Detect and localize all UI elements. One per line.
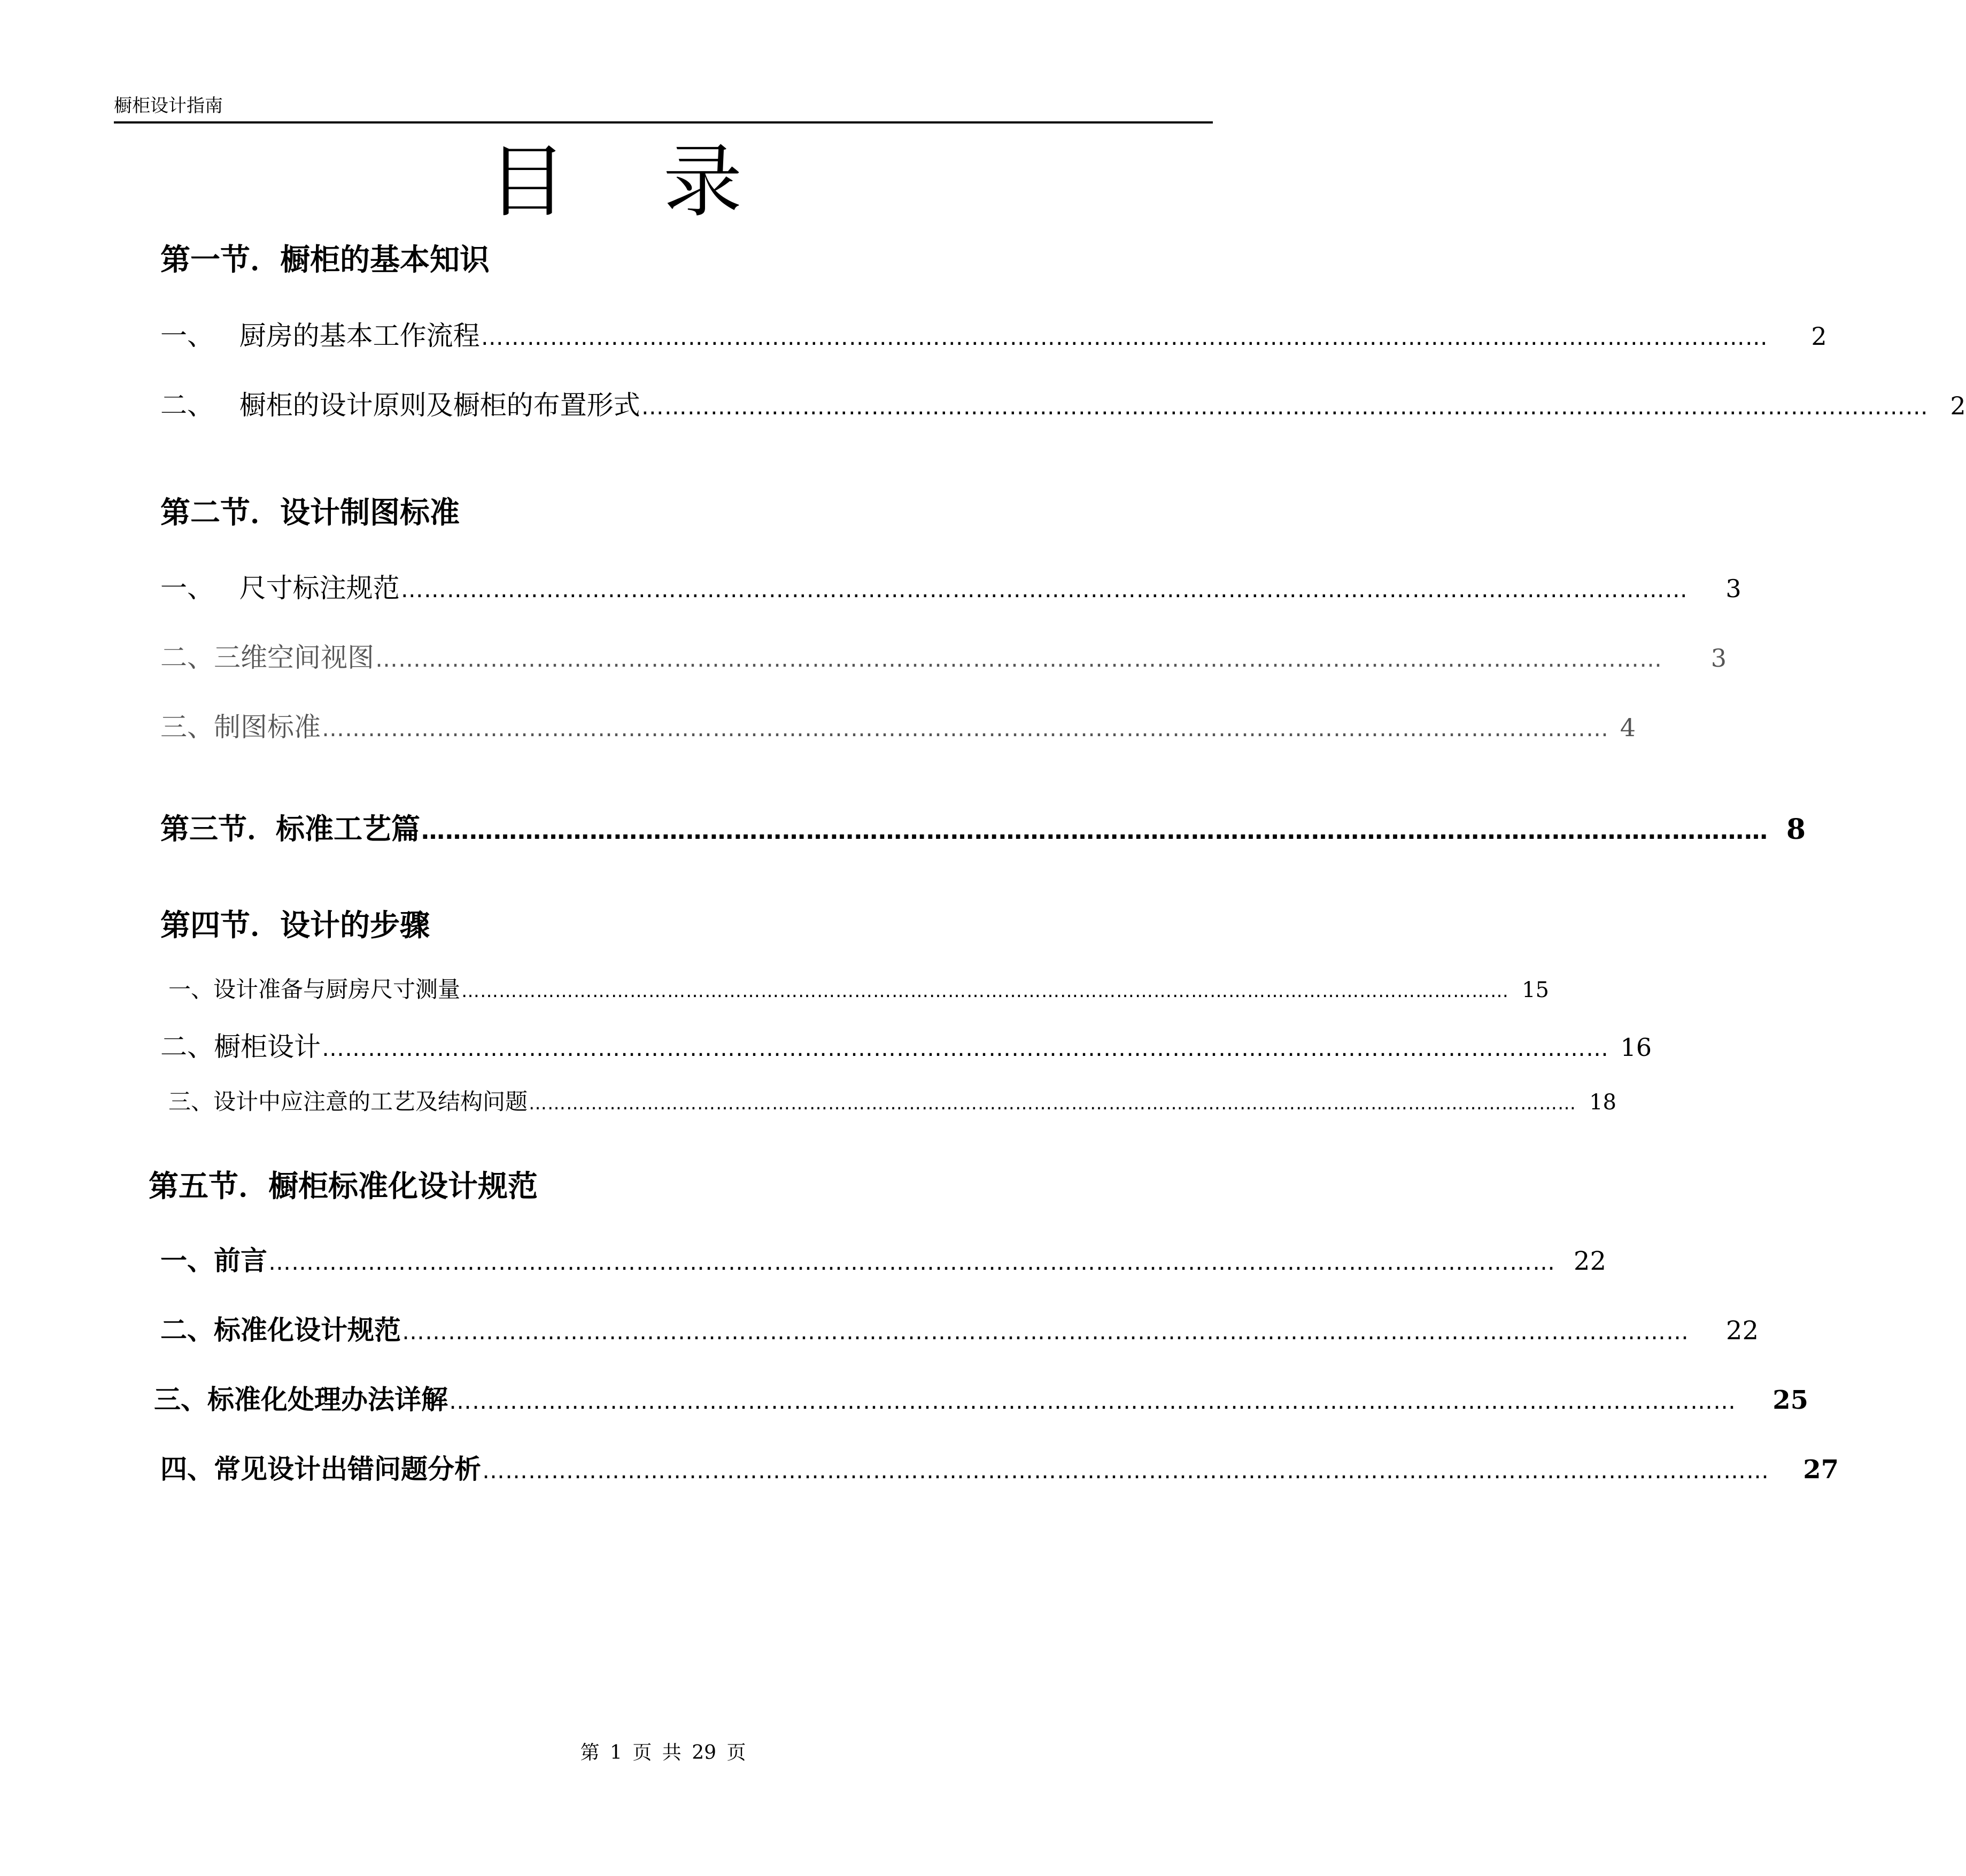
toc-entry-label: 三、设计中应注意的工艺及结构问题 <box>168 1088 528 1115</box>
toc-entry[interactable] <box>160 706 1636 744</box>
dot-leader: …………………………………………………………………………………………………………………………………………………… <box>481 324 1768 350</box>
section-2-heading: 第二节．设计制图标准 <box>160 496 460 530</box>
toc-page-number: 4 <box>1620 713 1636 742</box>
toc-page-number: 15 <box>1522 978 1550 1002</box>
toc-entry-label: 三、制图标准 <box>160 712 321 743</box>
dot-leader: …………………………………………………………………………………………………………………………………………………… <box>268 1249 1555 1275</box>
toc-entry-label: 一、设计准备与厨房尺寸测量 <box>168 976 461 1002</box>
toc-entry[interactable] <box>154 1378 1808 1417</box>
dot-leader: …………………………………………………………………………………………………………………………………………………… <box>482 1457 1769 1484</box>
toc-entry[interactable] <box>160 636 1727 675</box>
section-4-heading: 第四节．设计的步骤 <box>160 908 430 943</box>
dot-leader: …………………………………………………………………………………………………………………………………………………… <box>461 981 1510 1002</box>
header-rule <box>114 121 1213 123</box>
dot-leader: …………………………………………………………………………………………………………………………………………………… <box>641 393 1929 420</box>
toc-page-number: 8 <box>1786 813 1806 846</box>
dot-leader: …………………………………………………………………………………………………………………………………………………… <box>375 646 1662 672</box>
toc-entry[interactable] <box>160 314 1827 353</box>
section-3-entry[interactable] <box>160 806 1806 847</box>
toc-entry[interactable] <box>168 972 1550 1004</box>
toc-page-number: 16 <box>1620 1033 1652 1062</box>
dot-leader: …………………………………………………………………………………………………………………………………………………… <box>529 1093 1577 1114</box>
dot-leader: …………………………………………………………………………………………………………………………………………………… <box>400 576 1688 603</box>
toc-page-number: 22 <box>1725 1316 1759 1346</box>
toc-entry-label: 二、橱柜设计 <box>160 1031 321 1062</box>
toc-entry[interactable] <box>168 1084 1617 1116</box>
toc-page-number: 22 <box>1573 1246 1606 1276</box>
running-header: 橱柜设计指南 <box>114 95 223 117</box>
toc-entry[interactable] <box>160 1239 1606 1278</box>
toc-entry[interactable] <box>160 1309 1759 1347</box>
toc-entry-label: 一、前言 <box>160 1245 267 1276</box>
dot-leader: …………………………………………………………………………………………………………………………………………………… <box>421 817 1768 845</box>
section-3-heading: 第三节．标准工艺篇 <box>160 812 420 846</box>
toc-page-number: 27 <box>1803 1455 1839 1485</box>
toc-entry-label: 一、 厨房的基本工作流程 <box>160 320 480 351</box>
toc-entry-label: 二、 橱柜的设计原则及橱柜的布置形式 <box>160 390 640 421</box>
toc-entry-label: 二、标准化设计规范 <box>160 1315 401 1346</box>
toc-entry[interactable] <box>160 1025 1652 1064</box>
toc-entry-label: 四、常见设计出错问题分析 <box>160 1454 481 1485</box>
toc-title: 目录 <box>487 136 839 228</box>
toc-entry[interactable] <box>160 567 1741 605</box>
toc-entry[interactable] <box>160 1448 1839 1486</box>
page-footer: 第 1 页 共 29 页 <box>580 1742 746 1764</box>
dot-leader: …………………………………………………………………………………………………………………………………………………… <box>322 715 1609 742</box>
toc-entry-label: 二、三维空间视图 <box>160 642 374 673</box>
dot-leader: …………………………………………………………………………………………………………………………………………………… <box>402 1318 1689 1345</box>
toc-page-number: 2 <box>1811 322 1827 351</box>
toc-page-number: 18 <box>1589 1090 1617 1115</box>
dot-leader: …………………………………………………………………………………………………………………………………………………… <box>449 1388 1736 1414</box>
toc-page-number: 3 <box>1725 574 1741 603</box>
section-5-heading: 第五节．橱柜标准化设计规范 <box>149 1169 538 1204</box>
toc-entry-label: 一、 尺寸标注规范 <box>160 573 400 604</box>
toc-page-number: 3 <box>1710 644 1727 673</box>
section-1-heading: 第一节．橱柜的基本知识 <box>160 243 490 277</box>
dot-leader: …………………………………………………………………………………………………………………………………………………… <box>322 1035 1609 1061</box>
toc-page-number: 25 <box>1773 1385 1808 1415</box>
toc-entry-label: 三、标准化处理办法详解 <box>154 1384 448 1415</box>
toc-entry[interactable] <box>160 384 1966 422</box>
toc-page-number: 2 <box>1950 391 1966 420</box>
